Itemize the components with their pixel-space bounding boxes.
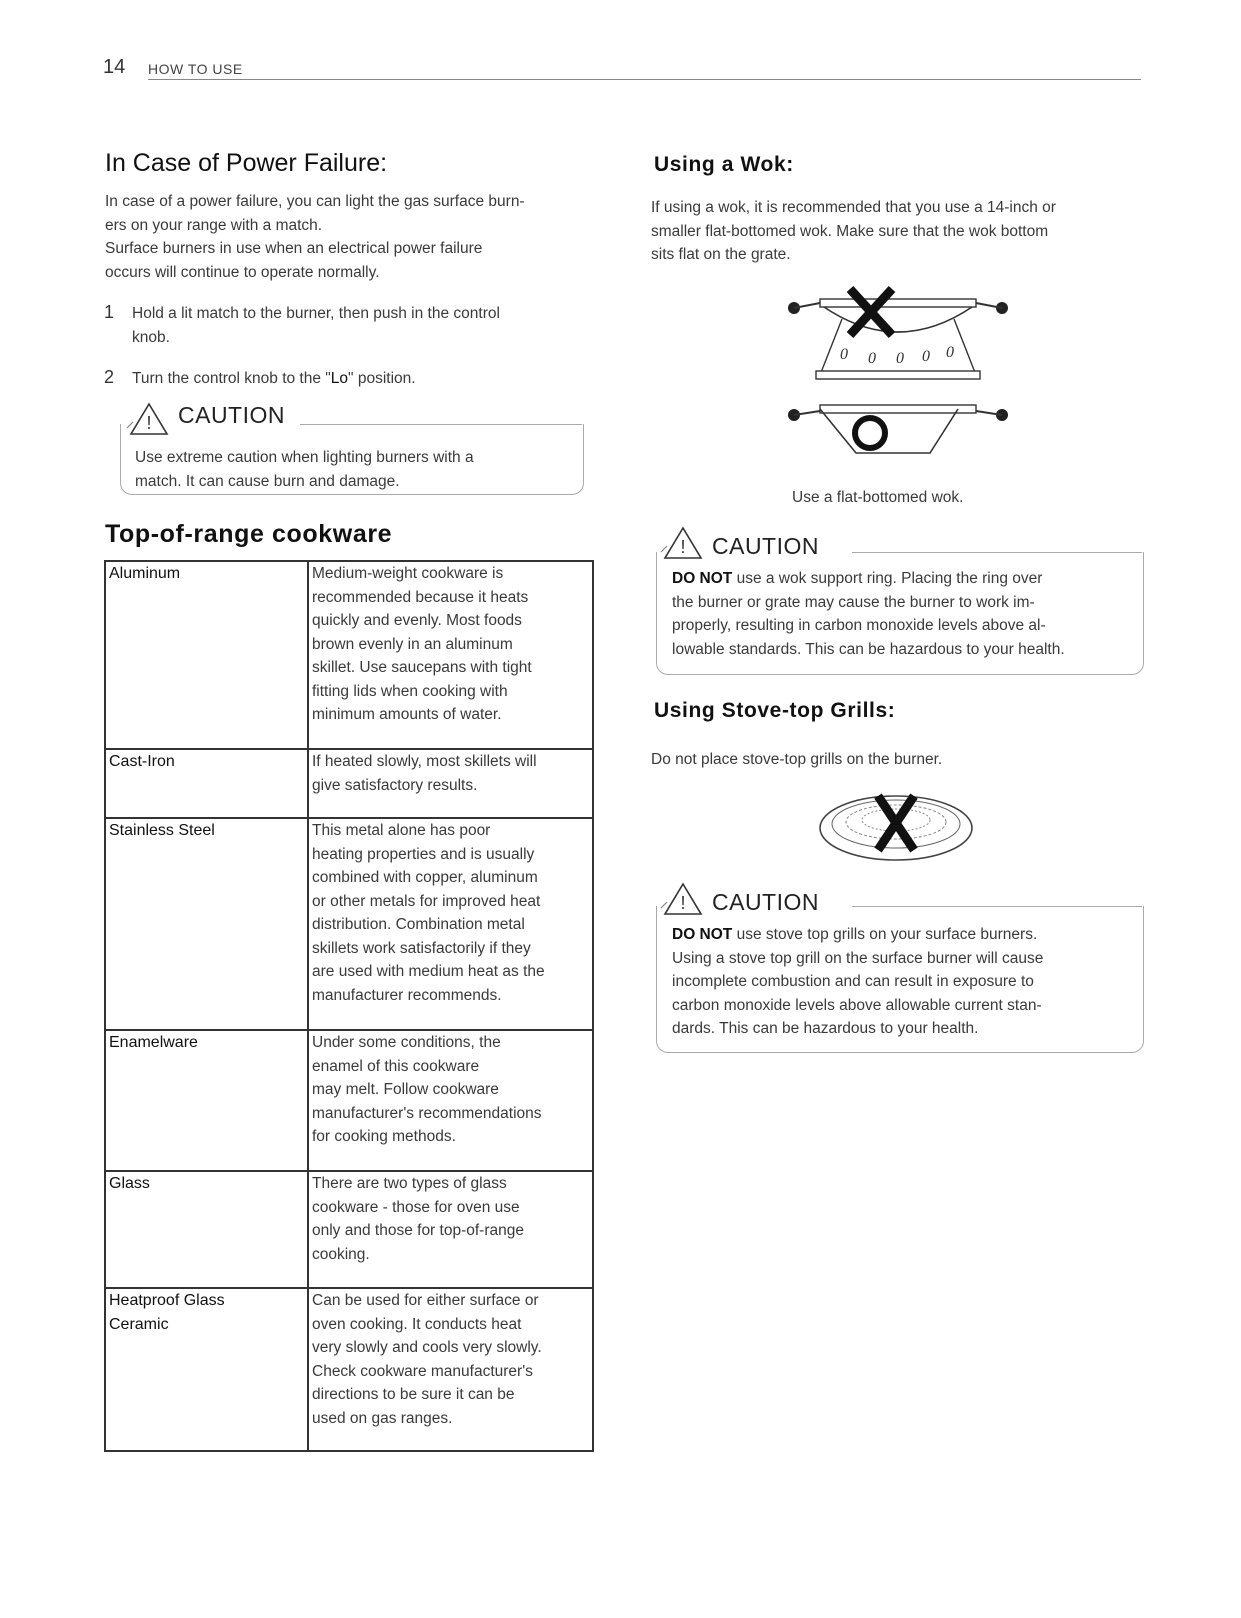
description-line: give satisfactory results. [312,776,478,794]
caution-line: carbon monoxide levels above allowable current stan- [672,996,1042,1014]
description-line: There are two types of glass [312,1175,507,1192]
caution-line: lowable standards. This can be hazardous to your health. [672,640,1065,658]
description-line: brown evenly in an aluminum [312,635,513,653]
description-line: oven cooking. It conducts heat [312,1315,522,1333]
grill-text: Do not place stove-top grills on the burner. [651,751,943,768]
caution-rule [300,424,582,425]
description-line: cooking. [312,1245,370,1263]
intro-line: Surface burners in use when an electrical power failure [105,240,483,257]
caution-line: properly, resulting in carbon monoxide levels above al- [672,617,1046,634]
description-line: minimum amounts of water. [312,706,502,723]
wok-caption: Use a flat-bottomed wok. [792,489,964,506]
caution-line: incomplete combustion and can result in exposure to [672,973,1034,990]
table-row [105,818,593,1030]
step-line: knob. [132,328,170,346]
wok-ring-x-figure [788,289,1008,379]
caution-line: Using a stove top grill on the surface burner will cause [672,949,1044,967]
table-row [105,1288,593,1451]
intro-line: ers on your range with a match. [105,216,323,234]
material-name: Stainless Steel [109,822,215,839]
description-line: for cooking methods. [312,1128,456,1145]
caution-bold: DO NOT [672,570,733,587]
description-line: only and those for top-of-range [312,1222,524,1239]
material-name: Cast-Iron [109,753,175,770]
description-line: manufacturer recommends. [312,986,502,1004]
page-number: 14 [103,56,126,78]
description-line: heating properties and is usually [312,845,535,863]
warning-triangle-icon [125,400,175,436]
step-number: 1 [104,302,115,322]
description-cell [308,1288,593,1451]
svg-text:0: 0 [896,350,904,367]
intro-line: In case of a power failure, you can light the gas surface burn- [105,193,525,210]
caution-line [672,923,1138,947]
description-line: enamel of this cookware [312,1057,480,1075]
description-cell [308,1030,593,1171]
svg-text:0: 0 [868,350,876,367]
power-failure-heading: In Case of Power Failure: [105,149,388,177]
caution-line: dards. This can be hazardous to your health. [672,1020,979,1037]
caution-text [135,446,575,493]
wok-illustration [780,285,1020,475]
description-line: skillets work satisfactorily if they [312,939,531,957]
description-cell [308,1171,593,1288]
material-name: Enamelware [109,1034,198,1051]
description-cell [308,561,593,749]
caution-rule [852,552,1142,553]
step-text-bold: Lo [330,370,349,387]
description-line: used on gas ranges. [312,1409,453,1427]
section-name: HOW TO USE [148,61,243,77]
svg-text:0: 0 [922,348,930,365]
intro-line: occurs will continue to operate normally. [105,263,380,281]
caution-line: match. It can cause burn and damage. [135,472,400,490]
material-name: Glass [109,1175,150,1192]
wok-text [651,196,1131,267]
description-line: may melt. Follow cookware [312,1081,499,1098]
svg-text:0: 0 [840,346,848,363]
description-line: very slowly and cools very slowly. [312,1339,542,1356]
material-name: Ceramic [109,1315,169,1333]
caution-text [672,567,1138,661]
step-text-post: " position. [348,370,416,387]
material-cell [105,1171,308,1288]
grill-heading: Using Stove-top Grills: [654,699,896,722]
description-line: recommended because it heats [312,588,529,606]
caution-rule [852,906,1142,907]
material-cell [105,818,308,1030]
cookware-table [104,560,594,1452]
material-cell [105,749,308,818]
wok-line: sits flat on the grate. [651,246,791,263]
step-text [132,302,592,349]
svg-text:!: ! [146,413,152,433]
svg-text:0: 0 [946,344,954,361]
wok-line: smaller flat-bottomed wok. Make sure that the wok bottom [651,222,1049,240]
description-line: are used with medium heat as the [312,963,545,980]
material-name: Heatproof Glass [109,1292,225,1309]
svg-text:!: ! [680,893,686,913]
wok-flat-o-figure [788,405,1008,453]
step-number: 2 [104,367,115,387]
description-line: quickly and evenly. Most foods [312,612,522,629]
wok-heading: Using a Wok: [654,153,794,176]
table-row [105,1171,593,1288]
warning-triangle-icon [659,524,709,560]
cookware-heading: Top-of-range cookware [105,520,393,548]
caution-title: CAUTION [712,889,819,915]
description-line: combined with copper, aluminum [312,869,538,886]
caution-title: CAUTION [712,533,819,559]
material-cell [105,1288,308,1451]
power-failure-intro [105,190,595,284]
svg-text:!: ! [680,537,686,557]
step-text [132,367,592,391]
material-name: Aluminum [109,565,181,582]
description-line: If heated slowly, most skillets will [312,753,537,770]
description-line: Under some conditions, the [312,1034,501,1051]
material-cell [105,1030,308,1171]
grill-illustration [812,788,980,868]
material-cell [105,561,308,749]
description-line: This metal alone has poor [312,822,491,839]
table-row [105,561,593,749]
caution-line [672,567,1138,591]
header-rule [148,79,1141,80]
description-cell [308,749,593,818]
step-text-pre: Turn the control knob to the " [132,370,331,387]
caution-bold: DO NOT [672,926,733,943]
description-line: distribution. Combination metal [312,916,525,933]
description-line: directions to be sure it can be [312,1386,515,1403]
caution-line: the burner or grate may cause the burner to work im- [672,593,1035,611]
description-line: cookware - those for oven use [312,1198,520,1216]
description-line: Can be used for either surface or [312,1292,539,1309]
caution-line-rest: use stove top grills on your surface burners. [732,926,1038,943]
caution-title: CAUTION [178,402,285,428]
warning-triangle-icon [659,880,709,916]
description-line: or other metals for improved heat [312,892,541,910]
caution-text [672,923,1138,1041]
table-row [105,749,593,818]
description-line: Check cookware manufacturer's [312,1362,533,1380]
description-line: skillet. Use saucepans with tight [312,659,532,676]
description-line: manufacturer's recommendations [312,1104,542,1122]
table-row [105,1030,593,1171]
description-cell [308,818,593,1030]
description-line: Medium-weight cookware is [312,565,504,582]
step-line: Hold a lit match to the burner, then push in the control [132,305,500,322]
caution-line-rest: use a wok support ring. Placing the ring over [732,570,1043,587]
description-line: fitting lids when cooking with [312,682,508,700]
wok-line: If using a wok, it is recommended that you use a 14-inch or [651,199,1056,216]
caution-line: Use extreme caution when lighting burners with a [135,449,474,466]
